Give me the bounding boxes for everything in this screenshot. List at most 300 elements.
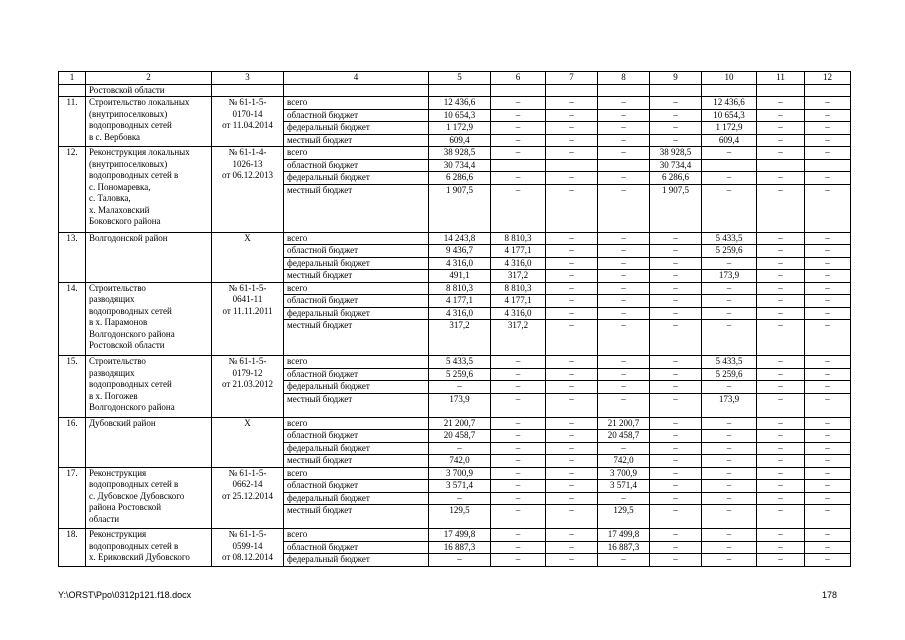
funding-source: всего xyxy=(284,147,429,160)
amount-cell: 1 907,5 xyxy=(429,184,491,232)
amount-cell: 5 259,6 xyxy=(702,368,757,381)
amount-cell xyxy=(546,159,598,172)
amount-cell: – xyxy=(757,430,805,443)
amount-cell: – xyxy=(650,417,702,430)
amount-cell: 4 177,1 xyxy=(429,295,491,308)
expertise-line: № 61-1-5- xyxy=(228,467,267,478)
amount-cell: – xyxy=(757,368,805,381)
funding-source: областной бюджет xyxy=(284,541,429,554)
project-name-line: водопроводных сетей xyxy=(89,305,172,316)
amount-cell: – xyxy=(805,442,851,455)
amount-cell: – xyxy=(598,257,650,270)
amount-cell: – xyxy=(491,455,546,468)
funding-source: федеральный бюджет xyxy=(284,172,429,185)
amount-cell: – xyxy=(805,529,851,542)
amount-cell: – xyxy=(757,257,805,270)
amount-cell: 4 177,1 xyxy=(491,295,546,308)
amount-cell: – xyxy=(546,442,598,455)
amount-cell: – xyxy=(702,172,757,185)
table-cell xyxy=(491,84,546,97)
amount-cell: – xyxy=(546,529,598,542)
table-cell xyxy=(429,84,491,97)
amount-cell: – xyxy=(757,356,805,369)
amount-cell: – xyxy=(546,554,598,567)
amount-cell: – xyxy=(491,122,546,135)
row-number: 18. xyxy=(59,529,86,567)
amount-cell: – xyxy=(546,270,598,283)
amount-cell: – xyxy=(805,417,851,430)
amount-cell: 3 700,9 xyxy=(429,467,491,480)
row-number: 14. xyxy=(59,282,86,356)
amount-cell: – xyxy=(757,320,805,356)
continued-text: Ростовской области xyxy=(86,84,212,97)
amount-cell: 3 571,4 xyxy=(598,480,650,493)
amount-cell: – xyxy=(598,554,650,567)
amount-cell: – xyxy=(805,492,851,505)
amount-cell: – xyxy=(598,307,650,320)
expertise-conclusion xyxy=(212,282,284,356)
amount-cell: – xyxy=(491,430,546,443)
amount-cell: – xyxy=(546,417,598,430)
expertise-conclusion xyxy=(212,356,284,418)
amount-cell: – xyxy=(805,554,851,567)
expertise-conclusion xyxy=(212,232,284,282)
amount-cell: – xyxy=(429,442,491,455)
amount-cell: 5 433,5 xyxy=(429,356,491,369)
amount-cell: – xyxy=(491,356,546,369)
amount-cell xyxy=(702,159,757,172)
column-header: 4 xyxy=(284,72,429,85)
amount-cell: – xyxy=(546,109,598,122)
amount-cell: – xyxy=(491,109,546,122)
funding-source: всего xyxy=(284,529,429,542)
expertise-line: № 61-1-5- xyxy=(228,529,267,539)
project-name-line: (внутрипоселковых) xyxy=(89,158,168,169)
funding-source: федеральный бюджет xyxy=(284,257,429,270)
amount-cell: 4 177,1 xyxy=(491,245,546,258)
amount-cell: – xyxy=(702,467,757,480)
expertise-line: от 06.12.2013 xyxy=(221,170,274,180)
column-header: 9 xyxy=(650,72,702,85)
amount-cell: 12 436,6 xyxy=(429,97,491,110)
amount-cell: – xyxy=(546,393,598,417)
funding-source: местный бюджет xyxy=(284,134,429,147)
column-header: 6 xyxy=(491,72,546,85)
amount-cell: – xyxy=(650,295,702,308)
funding-source: местный бюджет xyxy=(284,184,429,232)
amount-cell: 17 499,8 xyxy=(429,529,491,542)
amount-cell: 129,5 xyxy=(598,505,650,529)
project-name-line: Реконструкция xyxy=(89,467,147,478)
amount-cell: – xyxy=(546,282,598,295)
expertise-line: № 61-1-5- xyxy=(228,356,267,366)
amount-cell: – xyxy=(598,356,650,369)
amount-cell: 8 810,3 xyxy=(491,232,546,245)
amount-cell: 3 700,9 xyxy=(598,467,650,480)
amount-cell: 173,9 xyxy=(702,393,757,417)
funding-source: областной бюджет xyxy=(284,245,429,258)
amount-cell: – xyxy=(805,381,851,394)
amount-cell: – xyxy=(598,245,650,258)
amount-cell: – xyxy=(805,122,851,135)
amount-cell xyxy=(757,159,805,172)
amount-cell: – xyxy=(598,320,650,356)
amount-cell: – xyxy=(805,393,851,417)
amount-cell: 1 172,9 xyxy=(429,122,491,135)
amount-cell: – xyxy=(650,393,702,417)
amount-cell: – xyxy=(491,442,546,455)
amount-cell: – xyxy=(650,307,702,320)
amount-cell: – xyxy=(491,417,546,430)
amount-cell: – xyxy=(546,455,598,468)
amount-cell: – xyxy=(702,529,757,542)
budget-table xyxy=(58,71,851,567)
amount-cell: – xyxy=(650,505,702,529)
amount-cell: – xyxy=(546,122,598,135)
funding-source: федеральный бюджет xyxy=(284,442,429,455)
amount-cell: – xyxy=(757,270,805,283)
amount-cell: – xyxy=(650,492,702,505)
project-name-line: области xyxy=(89,513,120,524)
amount-cell: – xyxy=(650,430,702,443)
amount-cell: – xyxy=(598,393,650,417)
amount-cell: 129,5 xyxy=(429,505,491,529)
expertise-line: от 11.11.2011 xyxy=(222,305,273,316)
amount-cell: – xyxy=(757,97,805,110)
amount-cell: – xyxy=(598,270,650,283)
amount-cell: 173,9 xyxy=(429,393,491,417)
project-name-line: Строительство xyxy=(89,282,146,293)
funding-source: всего xyxy=(284,232,429,245)
amount-cell: – xyxy=(598,109,650,122)
amount-cell: – xyxy=(757,147,805,160)
amount-cell: – xyxy=(650,134,702,147)
amount-cell: – xyxy=(650,356,702,369)
project-name-line: водопроводных сетей xyxy=(89,120,172,130)
funding-source: федеральный бюджет xyxy=(284,554,429,567)
amount-cell: – xyxy=(598,232,650,245)
amount-cell: – xyxy=(805,109,851,122)
table-cell xyxy=(59,84,86,97)
amount-cell: – xyxy=(491,480,546,493)
table-cell xyxy=(650,84,702,97)
table-cell xyxy=(805,84,851,97)
amount-cell: 4 316,0 xyxy=(429,257,491,270)
amount-cell: – xyxy=(757,505,805,529)
amount-cell: – xyxy=(546,245,598,258)
amount-cell: – xyxy=(546,467,598,480)
project-name xyxy=(86,232,212,282)
amount-cell: – xyxy=(491,541,546,554)
expertise-line: от 21.03.2012 xyxy=(221,379,274,389)
column-header: 5 xyxy=(429,72,491,85)
expertise-line: Х xyxy=(244,417,251,428)
amount-cell: – xyxy=(650,109,702,122)
amount-cell: – xyxy=(546,184,598,232)
expertise-line: 0179-12 xyxy=(232,367,263,378)
expertise-line: от 25.12.2014 xyxy=(221,490,274,501)
amount-cell: – xyxy=(805,282,851,295)
amount-cell: 10 654,3 xyxy=(429,109,491,122)
project-name xyxy=(86,97,212,147)
amount-cell: – xyxy=(757,467,805,480)
amount-cell: – xyxy=(546,232,598,245)
amount-cell: 1 172,9 xyxy=(702,122,757,135)
expertise-line: 1026-13 xyxy=(232,158,263,169)
project-name-line: Реконструкция xyxy=(89,529,147,539)
amount-cell: – xyxy=(702,480,757,493)
column-header: 7 xyxy=(546,72,598,85)
amount-cell: – xyxy=(650,320,702,356)
funding-source: всего xyxy=(284,417,429,430)
amount-cell: – xyxy=(805,320,851,356)
project-name-line: Дубовский район xyxy=(89,417,156,428)
project-name-line: Волгодонской район xyxy=(89,232,168,243)
expertise-line: 0170-14 xyxy=(232,108,263,119)
funding-source: областной бюджет xyxy=(284,159,429,172)
project-name-line: Волгодонского района xyxy=(89,402,175,412)
amount-cell: – xyxy=(805,541,851,554)
project-name-line: разводящих xyxy=(89,367,135,378)
amount-cell: – xyxy=(702,541,757,554)
amount-cell: – xyxy=(757,480,805,493)
budget-table-container xyxy=(58,71,851,567)
project-name-line: с. Дубовское Дубовского xyxy=(89,490,185,501)
amount-cell: – xyxy=(702,554,757,567)
row-number: 17. xyxy=(59,467,86,529)
amount-cell: – xyxy=(650,467,702,480)
project-name-line: Строительство xyxy=(89,356,146,366)
amount-cell: – xyxy=(650,455,702,468)
table-row xyxy=(59,417,851,430)
funding-source: всего xyxy=(284,282,429,295)
funding-source: всего xyxy=(284,356,429,369)
amount-cell: – xyxy=(491,368,546,381)
amount-cell: 21 200,7 xyxy=(598,417,650,430)
project-name-line: разводящих xyxy=(89,294,135,304)
amount-cell: – xyxy=(757,541,805,554)
amount-cell: – xyxy=(491,184,546,232)
amount-cell: – xyxy=(491,147,546,160)
amount-cell xyxy=(598,159,650,172)
project-name-line: водопроводных сетей в xyxy=(89,540,179,551)
amount-cell: – xyxy=(491,505,546,529)
expertise-line: Х xyxy=(244,232,251,243)
amount-cell: 20 458,7 xyxy=(429,430,491,443)
amount-cell: – xyxy=(805,245,851,258)
amount-cell: – xyxy=(598,172,650,185)
amount-cell: – xyxy=(757,295,805,308)
funding-source: местный бюджет xyxy=(284,320,429,356)
amount-cell: – xyxy=(702,417,757,430)
amount-cell xyxy=(491,159,546,172)
amount-cell: 3 571,4 xyxy=(429,480,491,493)
amount-cell: 5 433,5 xyxy=(702,356,757,369)
amount-cell: – xyxy=(598,97,650,110)
funding-source: областной бюджет xyxy=(284,295,429,308)
amount-cell: – xyxy=(805,232,851,245)
amount-cell: – xyxy=(702,282,757,295)
row-number: 11. xyxy=(59,97,86,147)
amount-cell: – xyxy=(546,381,598,394)
amount-cell: 742,0 xyxy=(429,455,491,468)
amount-cell: – xyxy=(546,505,598,529)
amount-cell xyxy=(805,159,851,172)
amount-cell: – xyxy=(598,381,650,394)
project-name-line: в х. Погожев xyxy=(89,390,138,401)
amount-cell: 609,4 xyxy=(702,134,757,147)
amount-cell: – xyxy=(757,184,805,232)
row-number: 16. xyxy=(59,417,86,467)
amount-cell: – xyxy=(702,257,757,270)
funding-source: местный бюджет xyxy=(284,455,429,468)
amount-cell: 14 243,8 xyxy=(429,232,491,245)
amount-cell: – xyxy=(702,505,757,529)
funding-source: местный бюджет xyxy=(284,393,429,417)
amount-cell: – xyxy=(757,109,805,122)
amount-cell: – xyxy=(805,184,851,232)
amount-cell: – xyxy=(491,97,546,110)
amount-cell: – xyxy=(805,147,851,160)
table-cell xyxy=(757,84,805,97)
amount-cell: – xyxy=(491,134,546,147)
table-row xyxy=(59,97,851,110)
amount-cell: – xyxy=(805,270,851,283)
project-name-line: Ростовской области xyxy=(89,340,165,350)
amount-cell: – xyxy=(546,147,598,160)
amount-cell: 742,0 xyxy=(598,455,650,468)
project-name-line: водопроводных сетей в xyxy=(89,479,179,489)
amount-cell: 8 810,3 xyxy=(491,282,546,295)
amount-cell: – xyxy=(805,505,851,529)
page-number: 178 xyxy=(822,590,838,600)
table-body xyxy=(59,72,851,567)
funding-source: федеральный бюджет xyxy=(284,122,429,135)
amount-cell: 20 458,7 xyxy=(598,430,650,443)
amount-cell: 1 907,5 xyxy=(650,184,702,232)
amount-cell: 609,4 xyxy=(429,134,491,147)
expertise-line: от 08.12.2014 xyxy=(221,552,274,562)
amount-cell: – xyxy=(598,147,650,160)
project-name xyxy=(86,147,212,233)
amount-cell: – xyxy=(650,368,702,381)
amount-cell: – xyxy=(546,97,598,110)
amount-cell: – xyxy=(546,295,598,308)
project-name-line: района Ростовской xyxy=(89,502,162,512)
project-name-line: х. Малаховский xyxy=(89,204,150,215)
amount-cell: – xyxy=(805,172,851,185)
funding-source: областной бюджет xyxy=(284,368,429,381)
amount-cell: – xyxy=(805,368,851,381)
amount-cell: 30 734,4 xyxy=(650,159,702,172)
amount-cell: – xyxy=(702,320,757,356)
row-number: 12. xyxy=(59,147,86,233)
amount-cell: – xyxy=(598,134,650,147)
amount-cell: – xyxy=(546,480,598,493)
amount-cell: – xyxy=(702,455,757,468)
amount-cell: – xyxy=(757,393,805,417)
amount-cell: 173,9 xyxy=(702,270,757,283)
table-row xyxy=(59,467,851,480)
amount-cell: – xyxy=(491,529,546,542)
amount-cell: – xyxy=(805,480,851,493)
project-name-line: в с. Вербовка xyxy=(89,131,141,142)
amount-cell: 5 433,5 xyxy=(702,232,757,245)
column-header: 3 xyxy=(212,72,284,85)
amount-cell: 5 259,6 xyxy=(702,245,757,258)
project-name xyxy=(86,529,212,567)
project-name-line: водопроводных сетей xyxy=(89,379,172,389)
amount-cell: – xyxy=(598,295,650,308)
column-header: 11 xyxy=(757,72,805,85)
column-header: 12 xyxy=(805,72,851,85)
table-cell xyxy=(702,84,757,97)
amount-cell: – xyxy=(491,393,546,417)
amount-cell: – xyxy=(757,232,805,245)
funding-source: местный бюджет xyxy=(284,505,429,529)
project-name xyxy=(86,356,212,418)
table-cell xyxy=(212,84,284,97)
amount-cell: – xyxy=(491,554,546,567)
amount-cell: – xyxy=(429,554,491,567)
amount-cell: – xyxy=(429,492,491,505)
amount-cell: – xyxy=(650,554,702,567)
table-row xyxy=(59,147,851,160)
project-name-line: с. Таловка, xyxy=(89,193,131,203)
amount-cell: – xyxy=(650,381,702,394)
amount-cell: 16 887,3 xyxy=(598,541,650,554)
amount-cell: – xyxy=(757,554,805,567)
amount-cell: – xyxy=(805,455,851,468)
amount-cell: – xyxy=(491,172,546,185)
column-header: 10 xyxy=(702,72,757,85)
amount-cell: 9 436,7 xyxy=(429,245,491,258)
row-number: 15. xyxy=(59,356,86,418)
table-row xyxy=(59,529,851,542)
amount-cell: – xyxy=(650,480,702,493)
amount-cell: – xyxy=(805,134,851,147)
amount-cell: – xyxy=(757,417,805,430)
amount-cell: – xyxy=(650,541,702,554)
amount-cell: 4 316,0 xyxy=(429,307,491,320)
amount-cell: – xyxy=(805,295,851,308)
amount-cell: – xyxy=(702,430,757,443)
amount-cell: – xyxy=(757,307,805,320)
amount-cell: – xyxy=(650,245,702,258)
amount-cell: 4 316,0 xyxy=(491,257,546,270)
expertise-conclusion xyxy=(212,97,284,147)
table-row xyxy=(59,356,851,369)
project-name-line: Реконструкция локальных xyxy=(89,147,190,157)
table-cell xyxy=(546,84,598,97)
amount-cell: – xyxy=(491,381,546,394)
amount-cell: 6 286,6 xyxy=(429,172,491,185)
project-name-line: Боковского района xyxy=(89,216,161,226)
header-row xyxy=(59,72,851,85)
amount-cell: – xyxy=(805,467,851,480)
amount-cell: – xyxy=(757,381,805,394)
amount-cell: – xyxy=(650,270,702,283)
amount-cell: 12 436,6 xyxy=(702,97,757,110)
amount-cell: – xyxy=(805,257,851,270)
amount-cell: – xyxy=(805,356,851,369)
amount-cell: – xyxy=(491,492,546,505)
amount-cell: – xyxy=(757,455,805,468)
amount-cell: – xyxy=(491,467,546,480)
funding-source: федеральный бюджет xyxy=(284,307,429,320)
column-header: 1 xyxy=(59,72,86,85)
amount-cell: – xyxy=(546,356,598,369)
